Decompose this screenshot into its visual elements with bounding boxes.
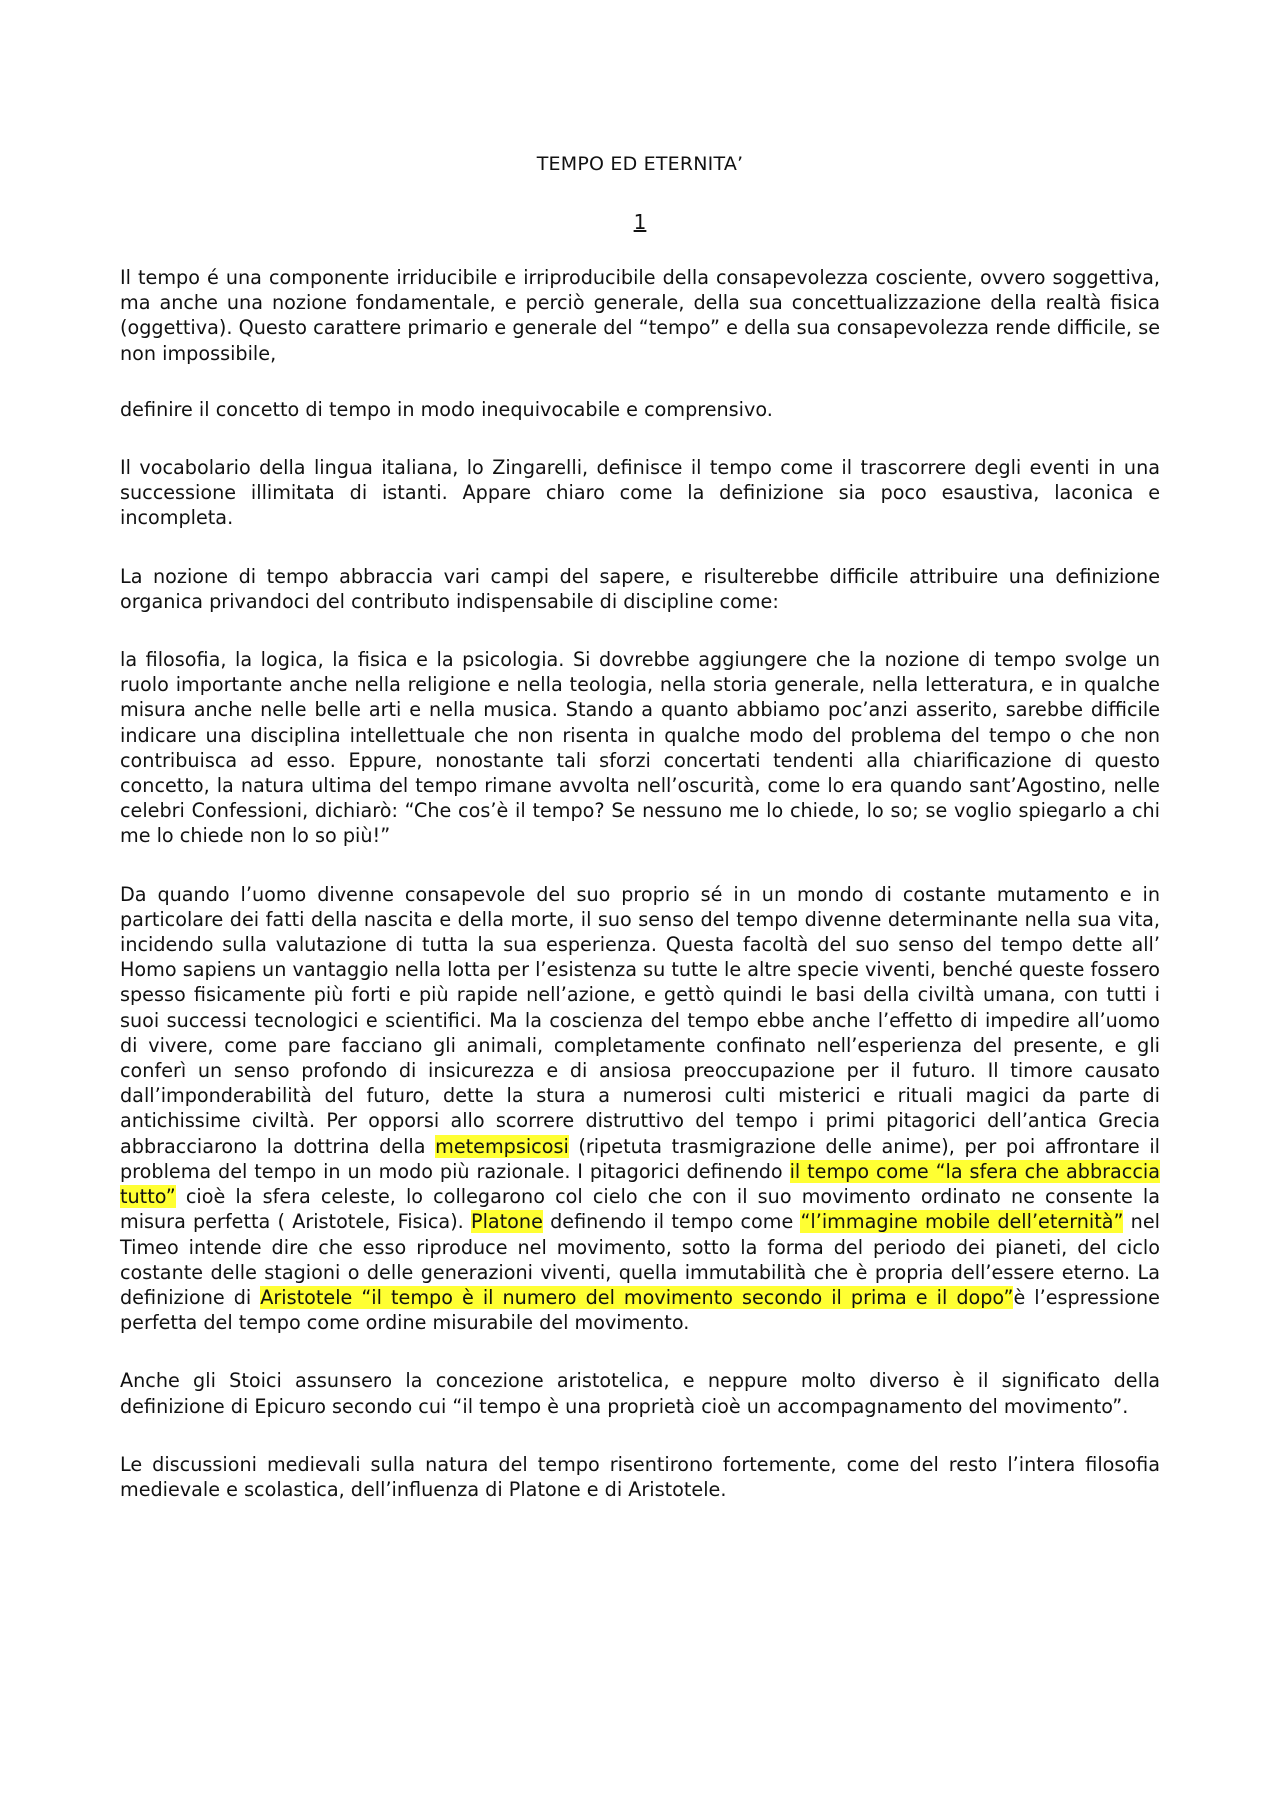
paragraph-text: Il vocabolario della lingua italiana, lo Zingarelli, definisce il tempo come il trascorrere degli eventi in una successione illimitata di istanti. Appare chiaro come la definizione sia poco esaustiva, laconica e incompleta. <box>120 456 1160 530</box>
paragraph-text: definire il concetto di tempo in modo inequivocabile e comprensivo. <box>120 397 773 421</box>
paragraph-text: Da quando l’uomo divenne consapevole del suo proprio sé in un mondo di costante mutamento e in particolare dei fatti della nascita e della morte, il suo senso del tempo divenne determinante nella sua vita, incidendo sulla valutazione di tutta la sua esperienza. Questa facoltà del suo senso del tempo dette all’ Homo sapiens un vantaggio nella lotta per l’esistenza su tutte le altre specie viventi, benché queste fossero spesso fisicamente più forti e più rapide nell’azione, e gettò quindi le basi della civiltà umana, con tutti i suoi successi tecnologici e scientifici. Ma la coscienza del tempo ebbe anche l’effetto di impedire all’uomo di vivere, come pare facciano gli animali, completamente confinato nell’esperienza del presente, e gli conferì un senso profondo di insicurezza e di ansiosa preoccupazione per il futuro. Il timore causato dall’imponderabilità del futuro, dette la stura a numerosi culti misterici e rituali magici da parte di antichissime civiltà. Per opporsi allo scorrere distruttivo del tempo i primi pitagorici dell’antica Grecia abbracciarono la dottrina della <box>120 882 1160 1158</box>
paragraph-text: La nozione di tempo abbraccia vari campi del sapere, e risulterebbe difficile attribuire una definizione organica privandoci del contributo indispensabile di discipline come: <box>120 564 1160 613</box>
paragraph-text: la filosofia, la logica, la fisica e la psicologia. Si dovrebbe aggiungere che la nozione di tempo svolge un ruolo importante anche nella religione e nella teologia, nella storia generale, nella letteratura, e in qualche misura anche nelle belle arti e nella musica. Stando a quanto abbiamo poc’anzi asserito, sarebbe difficile indicare una disciplina intellettuale che non risenta in qualche modo del problema del tempo o che non contribuisca ad esso. Eppure, nonostante tali sforzi concertati tendenti alla chiarificazione di questo concetto, la natura ultima del tempo rimane avvolta nell’oscurità, come lo era quando sant’Agostino, nelle celebri Confessioni, dichiarò: “Che cos’è il tempo? Se nessuno me lo chiede, lo so; se voglio spiegarlo a chi me lo chiede non lo so più!” <box>120 648 1160 848</box>
paragraph <box>120 265 1160 366</box>
paragraph <box>120 1368 1160 1418</box>
paragraph-text: Le discussioni medievali sulla natura del tempo risentirono fortemente, come del resto l’intera filosofia medievale e scolastica, dell’influenza di Platone e di Aristotele. <box>120 1452 1160 1501</box>
page-number: 1 <box>633 210 647 234</box>
document-title: TEMPO ED ETERNITA’ <box>536 153 744 175</box>
paragraph <box>120 647 1160 849</box>
highlighted-text: il tempo come “la sfera che abbraccia tutto” <box>120 1159 1160 1209</box>
paragraph-text: è l’espressione perfetta del tempo come ordine misurabile del movimento. <box>120 1285 1160 1335</box>
document-body <box>120 265 1160 1502</box>
paragraph-text: Anche gli Stoici assunsero la concezione aristotelica, e neppure molto diverso è il significato della definizione di Epicuro secondo cui “il tempo è una proprietà cioè un accompagnamento del movimento”. <box>120 1369 1160 1418</box>
paragraph-text: Il tempo é una componente irriducibile e irriproducibile della consapevolezza cosciente, ovvero soggettiva, ma anche una nozione fondamentale, e perciò generale, della sua concettualizzazione della realtà fisica (oggettiva). Questo carattere primario e generale del “tempo” e della sua consapevolezza rende difficile, se non impossibile, <box>120 266 1160 365</box>
paragraph <box>120 882 1160 1336</box>
highlighted-text: “l’immagine mobile dell’eternità” <box>800 1210 1124 1234</box>
paragraph <box>120 1452 1160 1502</box>
highlighted-text: Aristotele “il tempo è il numero del movimento secondo il prima e il dopo” <box>260 1285 1014 1309</box>
paragraph-text: (ripetuta trasmigrazione delle anime), per poi affrontare il problema del tempo in un modo più razionale. I pitagorici definendo <box>120 1134 1160 1183</box>
paragraph <box>120 455 1160 531</box>
paragraph-text: definendo il tempo come <box>542 1210 801 1234</box>
paragraph-text: cioè la sfera celeste, lo collegarono col cielo che con il suo movimento ordinato ne consente la misura perfetta ( Aristotele, Fisica). <box>120 1185 1160 1234</box>
paragraph <box>120 397 1160 422</box>
highlighted-text: metempsicosi <box>435 1134 569 1158</box>
paragraph <box>120 564 1160 614</box>
highlighted-text: Platone <box>471 1210 543 1234</box>
paragraph-text: nel Timeo intende dire che esso riproduce nel movimento, sotto la forma del periodo dei pianeti, del ciclo costante delle stagioni o delle generazioni viventi, quella immutabilità che è propria dell’essere eterno. La definizione di <box>120 1210 1160 1309</box>
